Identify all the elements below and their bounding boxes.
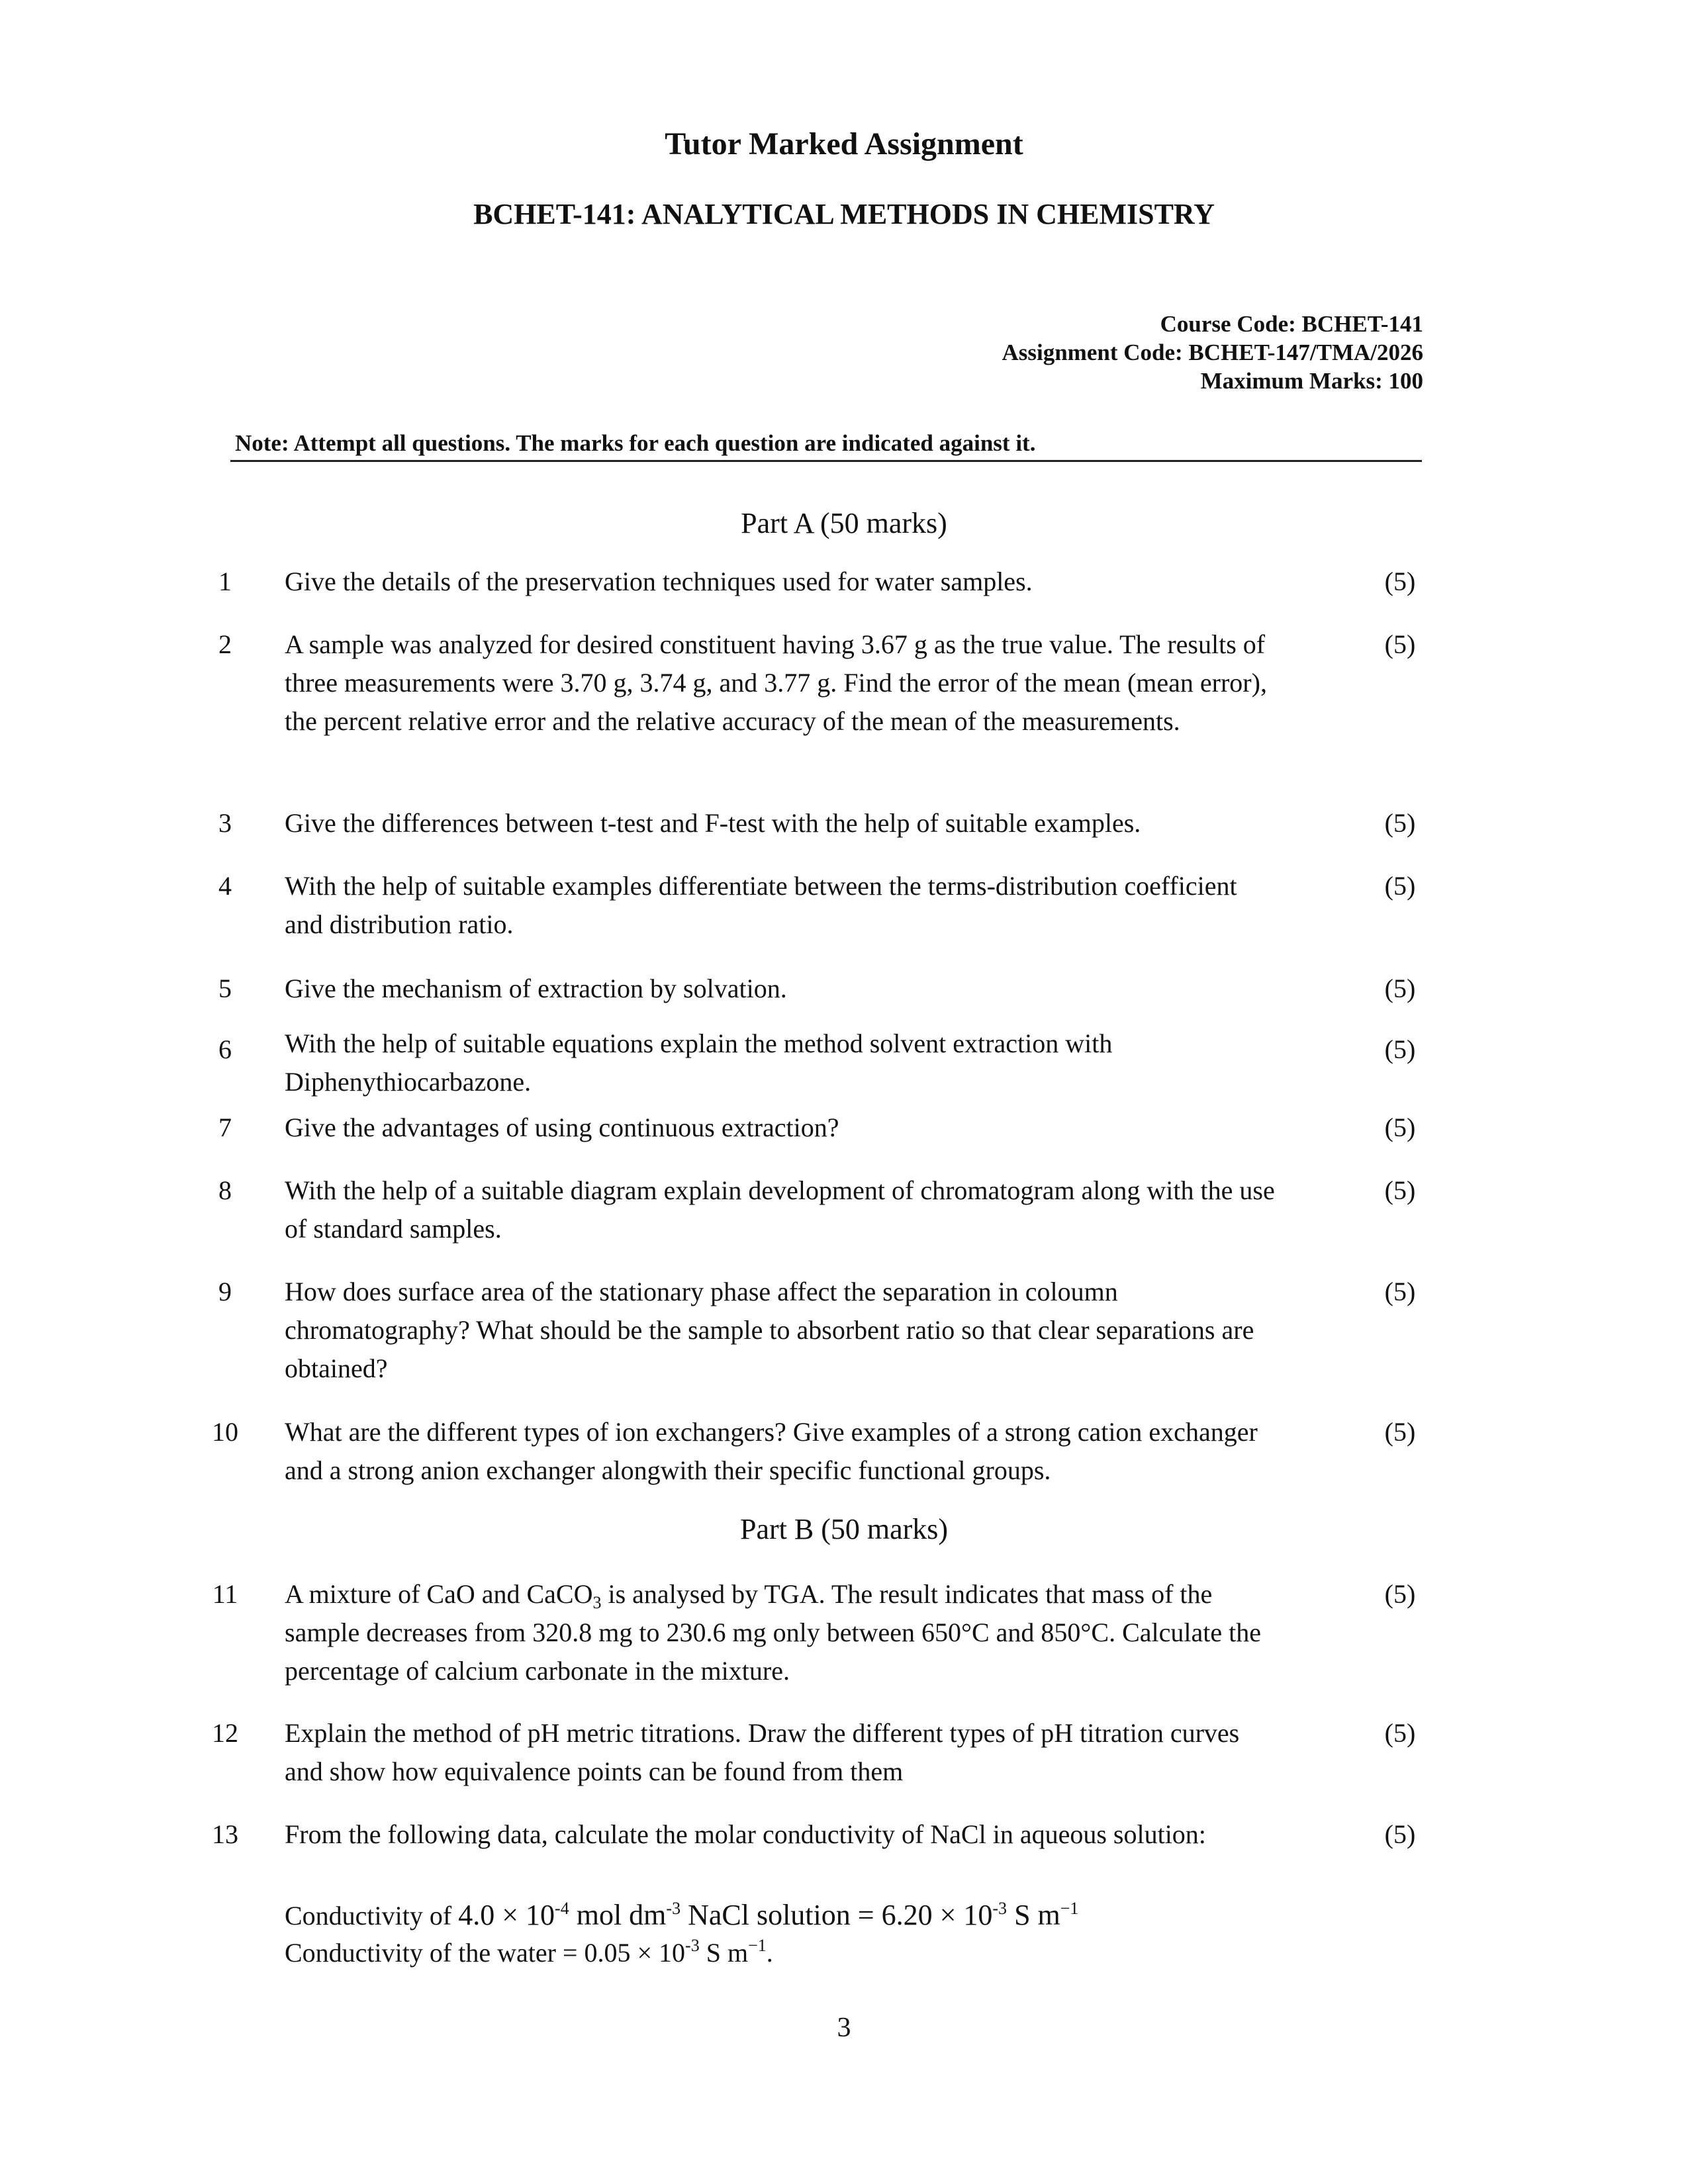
question-text: What are the different types of ion exchangers? Give examples of a strong cation exchanger and a strong anion exchanger alongwith their specific functional groups. xyxy=(285,1417,1258,1485)
assignment-code: Assignment Code: BCHET-147/TMA/2026 xyxy=(1002,340,1423,365)
question-marks: (5) xyxy=(1384,1718,1416,1748)
question-text: From the following data, calculate the molar conductivity of NaCl in aqueous solution: xyxy=(285,1819,1206,1849)
question-text: With the help of a suitable diagram explain development of chromatogram along with the use of standard samples. xyxy=(285,1175,1275,1244)
question-marks: (5) xyxy=(1384,629,1416,659)
question-number: 5 xyxy=(218,974,232,1003)
question-marks: (5) xyxy=(1384,1113,1416,1142)
question-marks: (5) xyxy=(1384,1277,1416,1306)
header-divider xyxy=(230,460,1422,462)
question-number: 6 xyxy=(218,1034,232,1064)
question-text: Explain the method of pH metric titrations. Draw the different types of pH titration curves and show how equivalence points can be found from them xyxy=(285,1718,1240,1786)
question-text: Give the mechanism of extraction by solvation. xyxy=(285,974,787,1003)
question-number: 2 xyxy=(218,629,232,659)
question-text: A sample was analyzed for desired constituent having 3.67 g as the true value. The results of three measurements were 3.70 g, 3.74 g, and 3.77 g. Find the error of the mean (mean error), the percent relative error and the relative accuracy of the mean of the measurements. xyxy=(285,629,1267,736)
document-title: Tutor Marked Assignment xyxy=(665,126,1023,161)
question-marks: (5) xyxy=(1384,1579,1416,1609)
question-text: Give the advantages of using continuous extraction? xyxy=(285,1113,839,1142)
maximum-marks: Maximum Marks: 100 xyxy=(1200,368,1423,394)
data-line-water-conductivity: Conductivity of the water = $0.05 \times 10^{-3}$ S $m^{-1}$. xyxy=(285,1936,773,1968)
question-number: 10 xyxy=(212,1417,238,1447)
question-text: Give the differences between t-test and F-test with the help of suitable examples. xyxy=(285,808,1141,838)
question-number: 7 xyxy=(218,1113,232,1142)
question-text: A mixture of CaO and CaCO$_3$ is analysed by TGA. The result indicates that mass of the sample decreases from 320.8 mg to 230.6 mg only between 650°C and 850°C. Calculate the percentage of calcium carbonate in the mixture. xyxy=(285,1579,1261,1686)
part-b-heading: Part B (50 marks) xyxy=(739,1513,949,1545)
question-number: 11 xyxy=(212,1579,238,1609)
question-marks: (5) xyxy=(1384,871,1416,901)
question-marks: (5) xyxy=(1384,1034,1416,1064)
question-marks: (5) xyxy=(1384,974,1416,1003)
question-text: With the help of suitable examples differentiate between the terms-distribution coefficient and distribution ratio. xyxy=(285,871,1237,939)
course-title: BCHET-141: ANALYTICAL METHODS IN CHEMISTRY xyxy=(473,198,1215,230)
instructions-note: Note: Attempt all questions. The marks for each question are indicated against it. xyxy=(235,430,1036,456)
question-text: With the help of suitable equations explain the method solvent extraction with Diphenythiocarbazone. xyxy=(285,1028,1113,1097)
question-marks: (5) xyxy=(1384,567,1416,596)
data-line-solution-conductivity: Conductivity of $4.0 \times 10^{-4}$ mol $dm^{-3}$ NaCl solution = $6.20 \times 10^{-3}$ S $m^{-1}$ xyxy=(285,1899,1079,1931)
question-number: 1 xyxy=(218,567,232,596)
question-text: How does surface area of the stationary phase affect the separation in coloumn chromatography? What should be the sample to absorbent ratio so that clear separations are obtained? xyxy=(285,1277,1254,1383)
question-marks: (5) xyxy=(1384,1175,1416,1205)
part-a-heading: Part A (50 marks) xyxy=(741,507,947,539)
page-number: 3 xyxy=(837,2013,851,2043)
question-number: 3 xyxy=(218,808,232,838)
question-number: 13 xyxy=(212,1819,238,1849)
question-number: 9 xyxy=(218,1277,232,1306)
course-code: Course Code: BCHET-141 xyxy=(1160,311,1423,337)
question-number: 12 xyxy=(212,1718,238,1748)
question-text: Give the details of the preservation techniques used for water samples. xyxy=(285,567,1033,596)
question-marks: (5) xyxy=(1384,1417,1416,1447)
question-number: 8 xyxy=(218,1175,232,1205)
question-number: 4 xyxy=(218,871,232,901)
question-marks: (5) xyxy=(1384,808,1416,838)
question-marks: (5) xyxy=(1384,1819,1416,1849)
